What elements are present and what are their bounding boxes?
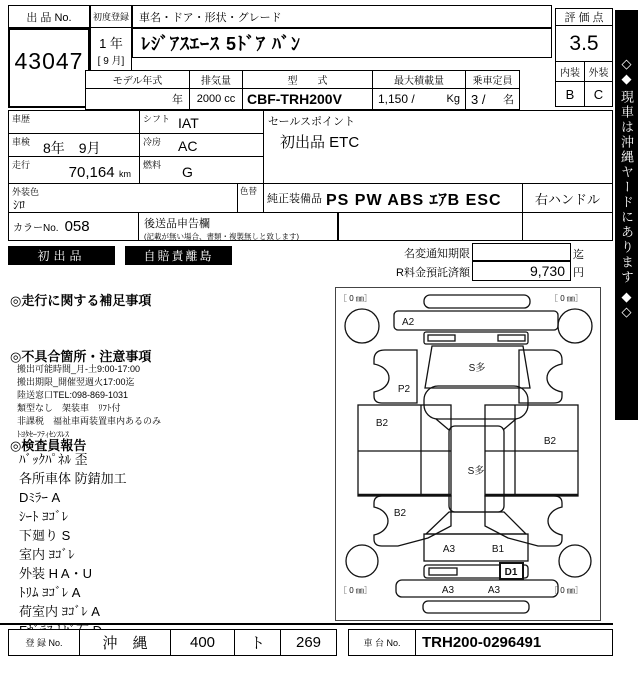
model-year-value: 年	[85, 88, 190, 110]
shift-value: IAT	[178, 115, 199, 131]
history-label: 車歴	[12, 114, 31, 124]
inspection-value: 8年 9月	[43, 140, 101, 156]
damage-diagram-box	[335, 287, 601, 621]
sales-point-label: セールスポイント	[268, 116, 356, 128]
tire-rear-right	[559, 545, 591, 577]
name-change-label: 名変通知期限	[404, 248, 470, 260]
interior-grade: B	[555, 81, 585, 107]
diamond-open-icon: ◇	[621, 56, 632, 71]
issue-line: 陸送窓口TEL:098-869-1031	[17, 390, 129, 400]
fuel-value: G	[182, 164, 193, 180]
tread-marker-br: ［ 0 ㎜］	[550, 586, 583, 595]
registration-class: 400	[170, 629, 235, 656]
later-items-label: 後送品申告欄	[144, 218, 210, 230]
capacity-cell	[465, 88, 520, 110]
mileage-value: 70,164	[68, 164, 115, 181]
model-code-value: CBF-TRH200V	[242, 88, 373, 110]
label-tailgate-d1: D1	[504, 567, 518, 578]
inspector-title: ◎検査員報告	[10, 438, 87, 453]
capacity-label: 乗車定員	[465, 70, 520, 89]
inspection-label: 車検	[12, 137, 31, 147]
registration-label: 登 録 No.	[8, 629, 80, 656]
interior-label: 内装	[555, 61, 585, 82]
fuel-cell	[139, 156, 264, 184]
ac-label: 冷房	[143, 137, 162, 147]
inspector-line: ｼｰﾄ ﾖｺﾞﾚ	[19, 509, 69, 524]
color-no-cell	[8, 212, 140, 241]
exterior-label: 外装	[584, 61, 613, 82]
cab-roof	[424, 386, 528, 419]
front-bumper-bar	[394, 311, 558, 330]
lot-number-label: 出 品 No.	[8, 5, 90, 28]
displacement-label: 排気量	[189, 70, 243, 89]
tail-plate	[429, 568, 457, 575]
banner-text: 現車は沖縄ヤードにあります	[619, 90, 634, 285]
inspector-line: ﾄﾘﾑ ﾖｺﾞﾚ A	[19, 585, 81, 600]
cowl-vent-left	[428, 335, 455, 341]
issues-list	[17, 363, 317, 441]
chassis-label: 車 台 No.	[348, 629, 416, 656]
inspector-list	[19, 450, 319, 640]
inspector-line: 室内 ﾖｺﾞﾚ	[19, 547, 75, 562]
mileage-unit: km	[119, 169, 131, 179]
max-load-value: 1,150 /	[378, 92, 415, 106]
inspection-cell	[8, 133, 140, 157]
roof-neck	[436, 419, 516, 430]
label-left-quarter: B2	[393, 508, 407, 519]
okinawa-yard-banner	[615, 10, 638, 420]
max-load-cell	[372, 88, 466, 110]
inspector-line: 各所車体 防錆加工	[19, 471, 127, 486]
front-trim-bar	[424, 295, 530, 308]
exterior-color-label: 外装色	[12, 187, 40, 197]
capacity-value: 3 /	[471, 91, 486, 107]
displacement-value: 2000 cc	[189, 88, 243, 110]
equipment-value: PS PW ABS ｴｱB ESC	[326, 191, 502, 209]
label-right-side: B2	[543, 436, 557, 447]
bottom-rule	[0, 623, 613, 625]
first-registration-label: 初度登録	[90, 5, 132, 28]
score-label: 評 価 点	[555, 8, 613, 26]
label-left-door: B2	[375, 418, 389, 429]
history-cell	[8, 110, 140, 134]
color-no-label: カラーNo.	[13, 223, 59, 234]
registration-number: 269	[280, 629, 337, 656]
label-rear-bumper-a3-right: A3	[487, 585, 501, 596]
label-roof: S多	[467, 466, 485, 477]
ac-cell	[139, 133, 264, 157]
empty-cell-right	[522, 212, 613, 241]
tread-marker-bl: ［ 0 ㎜］	[339, 586, 372, 595]
lot-number-box	[8, 28, 90, 108]
recycle-fee-box: 9,730	[472, 261, 571, 281]
diamond-open-icon: ◇	[621, 304, 632, 319]
capacity-unit: 名	[503, 94, 514, 106]
inspector-line: 外装 H A・U	[19, 566, 92, 581]
label-rear-panel-b1: B1	[491, 544, 505, 555]
exterior-color-value: ｼﾛ	[13, 198, 26, 212]
empty-cell-left	[338, 212, 523, 241]
chassis-number: TRH200-0296491	[415, 629, 613, 656]
later-items-cell	[138, 212, 338, 241]
max-load-label: 最大積載量	[372, 70, 466, 89]
sales-point-box	[263, 110, 613, 184]
later-items-note: (記載が無い場合、書類・複製無しと致します)	[144, 232, 299, 241]
issues-title: ◎不具合箇所・注意事項	[10, 349, 152, 364]
rear-trim-bar	[423, 601, 529, 613]
diamond-filled-icon: ◆	[621, 289, 632, 304]
diamond-filled-icon: ◆	[621, 71, 632, 86]
issue-line: 搬出可能時間_月-土9:00-17:00	[17, 364, 141, 374]
model-code-label: 型 式	[242, 70, 373, 89]
issue-line: 非課税 福祉車両装置車内あるのみ	[17, 416, 162, 426]
tire-front-left	[345, 309, 379, 343]
shift-cell	[139, 110, 264, 134]
tire-rear-left	[346, 545, 378, 577]
tire-front-right	[558, 309, 592, 343]
car-name: ﾚｼﾞｱｽｴｰｽ 5ﾄﾞｱ ﾊﾞﾝ	[132, 28, 552, 58]
rear-bumper-bar	[396, 580, 558, 597]
issue-line: ﾄﾖﾀｾｰﾌﾃｨｾﾝｽﾚｽ	[17, 430, 69, 439]
label-rear-bumper-a3-left: A3	[441, 585, 455, 596]
cowl-bar	[424, 332, 528, 344]
badge-insurance-island: 自賠責離島	[125, 246, 232, 265]
label-windshield: S多	[468, 363, 486, 374]
first-registration-box	[90, 28, 132, 71]
name-change-suffix: 迄	[573, 249, 584, 261]
model-year-label: モデル年式	[85, 70, 190, 89]
max-load-unit: Kg	[446, 93, 460, 105]
first-registration-month: [ 9 月]	[97, 56, 125, 67]
handle-cell: 右ハンドル	[522, 183, 613, 213]
lot-number: 43047	[14, 48, 84, 74]
label-front-bumper: A2	[402, 317, 415, 328]
badge-first-listing: 初出品	[8, 246, 115, 265]
registration-kana: ト	[234, 629, 281, 656]
inspector-line: Dﾐﾗｰ A	[19, 490, 61, 505]
color-change-label: 色替	[240, 186, 258, 196]
recycle-fee-unit: 円	[573, 267, 584, 279]
issue-line: 類型なし 架装車 ﾘﾌﾄ付	[17, 403, 121, 413]
label-left-fender: P2	[397, 384, 411, 395]
fender-front-left	[374, 350, 417, 403]
equipment-label: 純正装備品	[267, 193, 322, 205]
sales-point-value: 初出品 ETC	[280, 134, 360, 151]
color-change-cell	[237, 183, 264, 213]
registration-region: 沖 縄	[79, 629, 171, 656]
name-change-box	[472, 243, 571, 261]
cowl-vent-right	[498, 335, 525, 341]
recycle-fee-label: R料金預託済額	[396, 267, 470, 279]
damage-diagram	[336, 288, 600, 620]
mileage-notes-title: ◎走行に関する補足事項	[10, 293, 152, 308]
tread-marker-tl: ［ 0 ㎜］	[339, 294, 372, 303]
inspector-line: ﾊﾞｯｸﾊﾟﾈﾙ 歪	[19, 452, 88, 467]
ac-value: AC	[178, 138, 198, 154]
exterior-grade: C	[584, 81, 613, 107]
car-name-label: 車名・ドア・形状・グレード	[132, 5, 552, 28]
tread-marker-tr: ［ 0 ㎜］	[550, 294, 583, 303]
issue-line: 搬出期限_開催翌週火17:00迄	[17, 377, 135, 387]
quarter-rear-right	[485, 496, 562, 546]
shift-label: シフト	[143, 114, 171, 124]
inspector-line: 荷室内 ﾖｺﾞﾚ A	[19, 604, 100, 619]
exterior-color-cell	[8, 183, 238, 213]
first-registration-year: 1 年	[99, 36, 123, 51]
color-no-value: 058	[64, 218, 90, 235]
rear-panel	[424, 534, 528, 561]
score-value: 3.5	[555, 25, 613, 62]
label-rear-panel-a3: A3	[442, 544, 456, 555]
inspector-line: 下廻り S	[19, 528, 71, 543]
equipment-cell	[263, 183, 523, 213]
fuel-label: 燃料	[143, 160, 162, 170]
mileage-label: 走行	[12, 160, 31, 170]
mileage-cell	[8, 156, 140, 184]
